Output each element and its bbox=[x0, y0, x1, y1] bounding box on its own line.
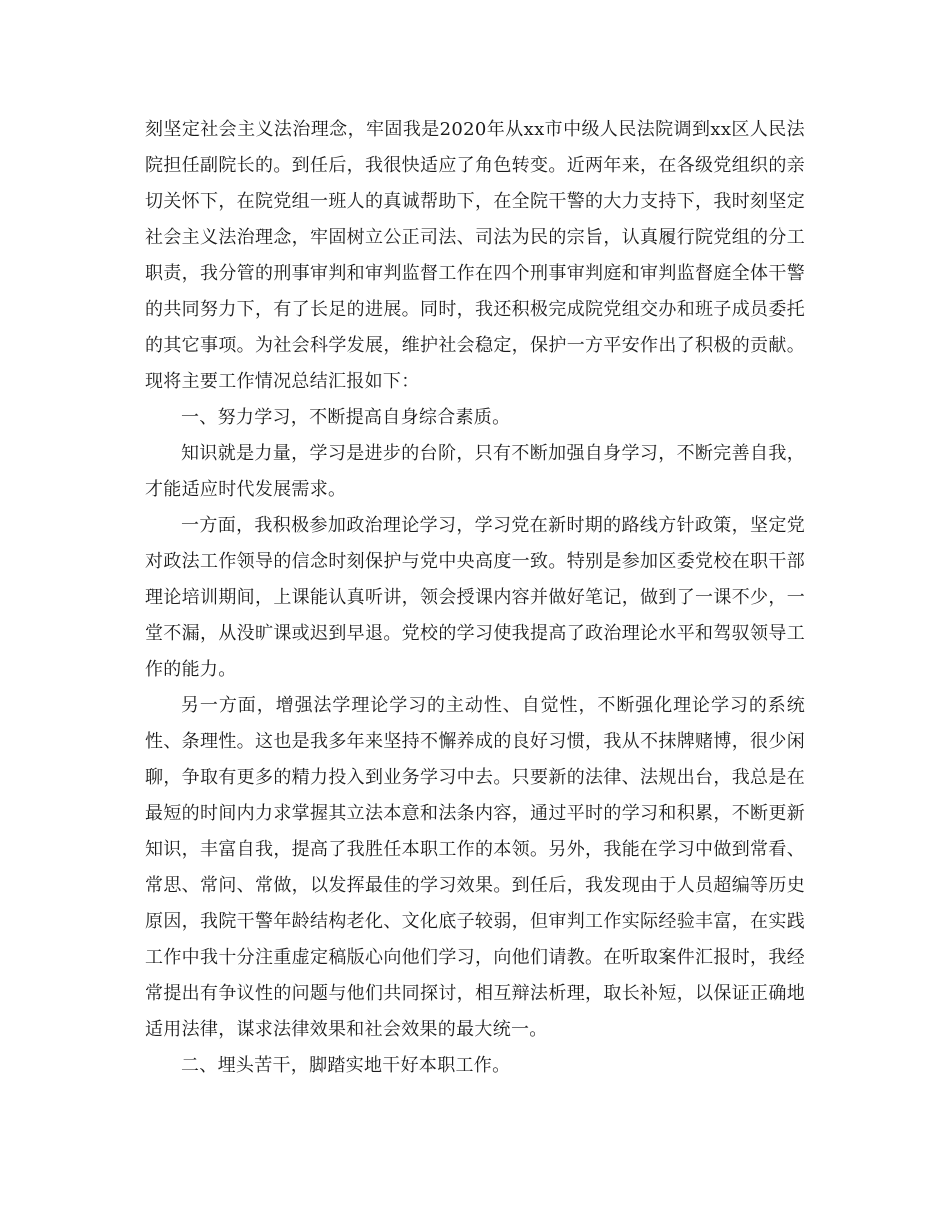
section-heading-1: 一、努力学习，不断提高自身综合素质。 bbox=[181, 407, 511, 428]
document-body bbox=[145, 112, 805, 1084]
paragraph-political-study: 一方面，我积极参加政治理论学习，学习党在新时期的路线方针政策，坚定党对政法工作领导的信念时刻保护与党中央高度一致。特别是参加区委党校在职干部理论培训期间，上课能认真听讲，领会授课内容并做好笔记，做到了一课不少，一堂不漏，从没旷课或迟到早退。党校的学习使我提高了政治理论水平和驾驭领导工作的能力。 bbox=[145, 515, 805, 680]
paragraph-knowledge: 知识就是力量，学习是进步的台阶，只有不断加强自身学习，不断完善自我，才能适应时代发展需求。 bbox=[145, 443, 805, 500]
paragraph-intro: 刻坚定社会主义法治理念，牢固我是2020年从xx市中级人民法院调到xx区人民法院担任副院长的。到任后，我很快适应了角色转变。近两年来，在各级党组织的亲切关怀下，在院党组一班人的真诚帮助下，在全院干警的大力支持下，我时刻坚定社会主义法治理念，牢固树立公正司法、司法为民的宗旨，认真履行院党组的分工职责，我分管的刑事审判和审判监督工作在四个刑事审判庭和审判监督庭全体干警的共同努力下，有了长足的进展。同时，我还积极完成院党组交办和班子成员委托的其它事项。为社会科学发展，维护社会稳定，保护一方平安作出了积极的贡献。现将主要工作情况总结汇报如下： bbox=[145, 119, 805, 392]
paragraph-legal-study: 另一方面，增强法学理论学习的主动性、自觉性，不断强化理论学习的系统性、条理性。这也是我多年来坚持不懈养成的良好习惯，我从不抹牌赌博，很少闲聊，争取有更多的精力投入到业务学习中去。只要新的法律、法规出台，我总是在最短的时间内力求掌握其立法本意和法条内容，通过平时的学习和积累，不断更新知识，丰富自我，提高了我胜任本职工作的本领。另外，我能在学习中做到常看、常思、常问、常做，以发挥最佳的学习效果。到任后，我发现由于人员超编等历史原因，我院干警年龄结构老化、文化底子较弱，但审判工作实际经验丰富，在实践工作中我十分注重虚定稿版心向他们学习，向他们请教。在听取案件汇报时，我经常提出有争议性的问题与他们共同探讨，相互辩法析理，取长补短，以保证正确地适用法律，谋求法律效果和社会效果的最大统一。 bbox=[145, 695, 805, 1040]
section-heading-2: 二、埋头苦干，脚踏实地干好本职工作。 bbox=[181, 1055, 511, 1076]
